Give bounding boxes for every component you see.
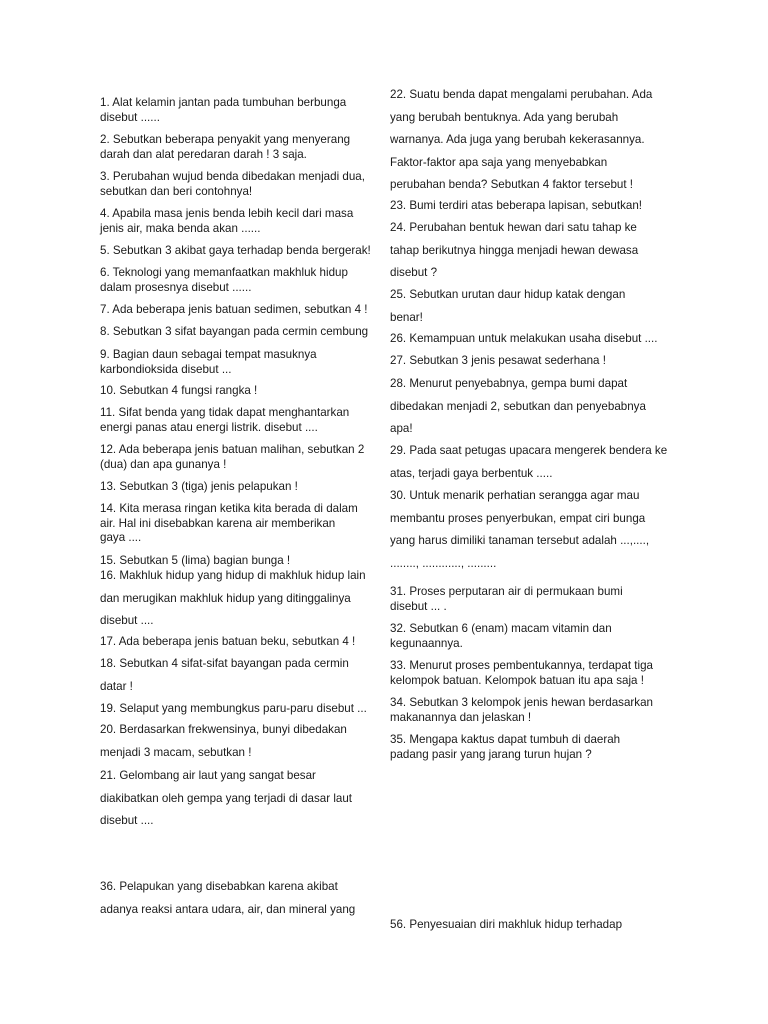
question-text-line: menjadi 3 macam, sebutkan ! (100, 745, 252, 759)
question-text-line: 28. Menurut penyebabnya, gempa bumi dapat (390, 377, 628, 390)
question-item (100, 502, 358, 546)
question-text-line: disebut ... . (390, 599, 447, 613)
question-text-line: gaya .... (100, 531, 142, 544)
question-item (390, 622, 612, 651)
question-text-line: 26. Kemampuan untuk melakukan usaha disebut .... (390, 332, 658, 345)
question-text-line: 25. Sebutkan urutan daur hidup katak dengan (390, 288, 626, 301)
question-item (100, 207, 353, 236)
question-text-line: 14. Kita merasa ringan ketika kita berada di dalam (100, 502, 358, 515)
question-item (100, 443, 364, 472)
question-text-line: datar ! (100, 679, 133, 693)
question-text-line: kegunaannya. (390, 636, 463, 650)
question-text-line: 10. Sebutkan 4 fungsi rangka ! (100, 384, 258, 397)
question-text-line: adanya reaksi antara udara, air, dan mineral yang (100, 902, 356, 916)
question-text-line: 4. Apabila masa jenis benda lebih kecil dari masa (100, 207, 354, 220)
question-text-line: membantu proses penyerbukan, empat ciri bunga (390, 511, 646, 525)
question-text-line: 17. Ada beberapa jenis batuan beku, sebutkan 4 ! (100, 635, 356, 648)
question-text-line: kelompok batuan. Kelompok batuan itu apa saja ! (390, 673, 644, 687)
question-text-line: disebut ...... (100, 110, 160, 124)
question-text-line: 29. Pada saat petugas upacara mengerek bendera ke (390, 444, 668, 457)
question-text-line: 20. Berdasarkan frekwensinya, bunyi dibedakan (100, 723, 347, 736)
question-text-line: 56. Penyesuaian diri makhluk hidup terhadap (390, 918, 623, 931)
question-text-line: dan merugikan makhluk hidup yang ditinggalinya (100, 591, 351, 605)
question-text-line: 27. Sebutkan 3 jenis pesawat sederhana ! (390, 354, 606, 367)
question-text-line: disebut .... (100, 814, 154, 827)
question-text-line: 6. Teknologi yang memanfaatkan makhluk hidup (100, 266, 348, 279)
question-text-line: dalam prosesnya disebut ...... (100, 280, 252, 294)
question-item (100, 653, 349, 698)
question-item (390, 328, 657, 351)
question-text-line: 7. Ada beberapa jenis batuan sedimen, sebutkan 4 ! (100, 303, 368, 316)
question-item (390, 217, 638, 285)
question-text-line: sebutkan dan beri contohnya! (100, 184, 253, 198)
question-text-line: 15. Sebutkan 5 (lima) bagian bunga ! (100, 554, 291, 567)
question-text-line: 22. Suatu benda dapat mengalami perubahan. Ada (390, 88, 653, 101)
question-text-line: 30. Untuk menarik perhatian serangga agar mau (390, 489, 640, 502)
question-text-line: jenis air, maka benda akan ...... (100, 221, 261, 235)
question-text-line: 32. Sebutkan 6 (enam) macam vitamin dan (390, 622, 612, 635)
question-text-line: dibedakan menjadi 2, sebutkan dan penyebabnya (390, 399, 646, 413)
question-item (100, 719, 347, 764)
question-item (390, 350, 606, 373)
question-item (390, 696, 653, 725)
question-item (100, 631, 355, 654)
question-text-line: disebut ? (390, 266, 438, 279)
question-item (100, 266, 348, 295)
question-item (100, 244, 371, 259)
question-text-line: 11. Sifat benda yang tidak dapat menghantarkan (100, 406, 350, 419)
question-text-line: warnanya. Ada juga yang berubah kekerasannya. (390, 133, 645, 146)
question-text-line: apa! (390, 422, 413, 435)
question-text-line: 23. Bumi terdiri atas beberapa lapisan, sebutkan! (390, 199, 642, 212)
question-item (390, 284, 625, 329)
question-text-line: 16. Makhluk hidup yang hidup di makhluk hidup lain (100, 569, 366, 582)
question-text-line: ........, ............, ......... (390, 556, 497, 570)
question-text-line: 2. Sebutkan beberapa penyakit yang menyerang (100, 133, 351, 146)
question-text-line: energi panas atau energi listrik. disebut .... (100, 420, 318, 434)
question-item (390, 659, 653, 688)
question-text-line: 18. Sebutkan 4 sifat-sifat bayangan pada cermin (100, 657, 349, 670)
question-item (100, 876, 355, 921)
question-text-line: darah dan alat peredaran darah ! 3 saja. (100, 147, 307, 161)
question-text-line: 36. Pelapukan yang disebabkan karena akibat (100, 880, 338, 893)
question-item (100, 384, 257, 399)
question-text-line: disebut .... (100, 614, 154, 627)
question-item (100, 96, 346, 125)
question-item (390, 373, 646, 441)
question-text-line: (dua) dan apa gunanya ! (100, 457, 227, 471)
question-item (100, 348, 317, 377)
question-item (100, 406, 349, 435)
question-item (100, 698, 367, 721)
question-text-line: 19. Selaput yang membungkus paru-paru disebut ... (100, 702, 367, 715)
question-text-line: yang berubah bentuknya. Ada yang berubah (390, 110, 619, 124)
question-text-line: 1. Alat kelamin jantan pada tumbuhan berbunga (100, 96, 347, 109)
question-text-line: padang pasir yang jarang turun hujan ? (390, 747, 592, 761)
question-item (390, 585, 623, 614)
question-item (100, 133, 350, 162)
question-item (390, 195, 642, 218)
question-text-line: Faktor-faktor apa saja yang menyebabkan (390, 155, 608, 169)
question-text-line: 31. Proses perputaran air di permukaan bumi (390, 585, 623, 598)
question-text-line: yang harus dimiliki tanaman tersebut adalah ...,...., (390, 534, 650, 547)
question-item (100, 303, 368, 318)
question-item (100, 480, 298, 495)
question-text-line: 5. Sebutkan 3 akibat gaya terhadap benda bergerak! (100, 244, 371, 257)
question-item (100, 765, 352, 833)
question-text-line: 33. Menurut proses pembentukannya, terdapat tiga (390, 659, 653, 672)
question-text-line: benar! (390, 310, 423, 324)
question-text-line: 21. Gelombang air laut yang sangat besar (100, 769, 316, 782)
question-text-line: 9. Bagian daun sebagai tempat masuknya (100, 348, 317, 361)
question-text-line: 34. Sebutkan 3 kelompok jenis hewan berdasarkan (390, 696, 653, 709)
question-text-line: diakibatkan oleh gempa yang terjadi di dasar laut (100, 791, 353, 805)
question-text-line: 3. Perubahan wujud benda dibedakan menjadi dua, (100, 170, 365, 183)
question-item (390, 84, 652, 197)
question-item (390, 733, 620, 762)
question-text-line: perubahan benda? Sebutkan 4 faktor tersebut ! (390, 178, 634, 191)
question-text-line: 24. Perubahan bentuk hewan dari satu tahap ke (390, 221, 637, 234)
question-text-line: karbondioksida disebut ... (100, 362, 232, 376)
question-item (100, 565, 366, 633)
question-text-line: 12. Ada beberapa jenis batuan malihan, sebutkan 2 (100, 443, 365, 456)
question-text-line: makanannya dan jelaskan ! (390, 710, 532, 724)
question-item (390, 440, 667, 485)
question-text-line: 13. Sebutkan 3 (tiga) jenis pelapukan ! (100, 480, 298, 493)
question-text-line: 35. Mengapa kaktus dapat tumbuh di daerah (390, 733, 621, 746)
question-text-line: air. Hal ini disebabkan karena air memberikan (100, 516, 336, 530)
question-item (390, 914, 622, 937)
question-text-line: tahap berikutnya hingga menjadi hewan dewasa (390, 243, 639, 257)
question-item (100, 325, 368, 340)
question-text-line: 8. Sebutkan 3 sifat bayangan pada cermin cembung (100, 325, 369, 338)
question-item (390, 485, 649, 575)
question-item (100, 170, 365, 199)
question-text-line: atas, terjadi gaya berbentuk ..... (390, 466, 553, 480)
